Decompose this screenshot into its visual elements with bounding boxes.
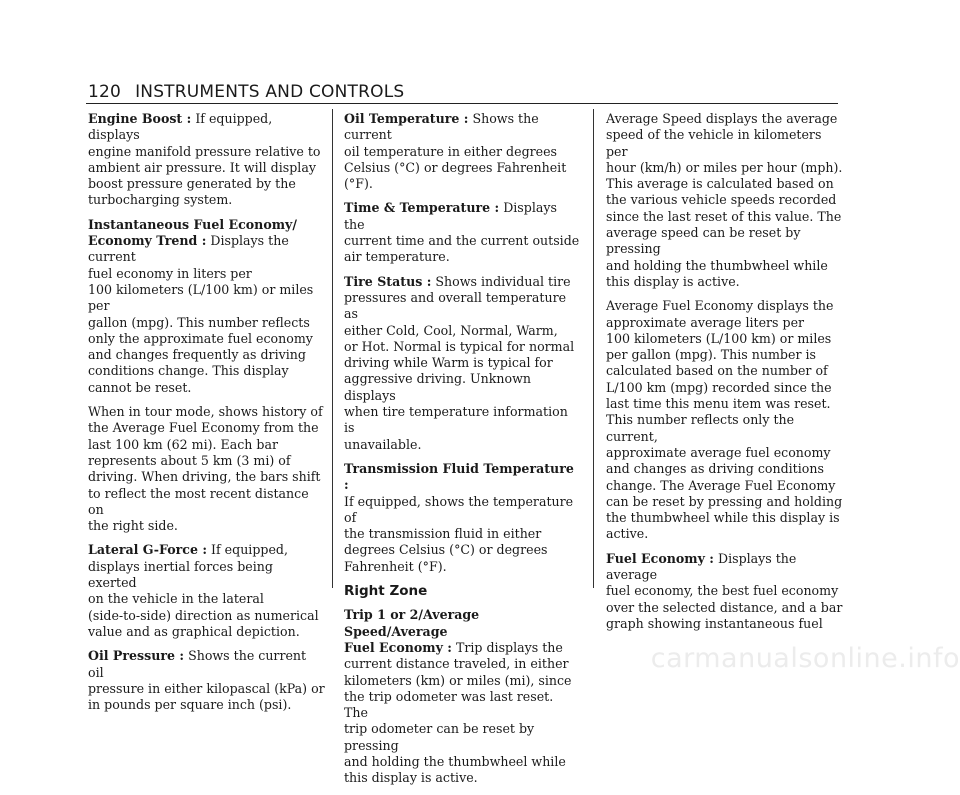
page-header bbox=[88, 82, 836, 102]
paragraph-line: displays inertial forces being exerted bbox=[88, 558, 273, 591]
paragraph-line: cannot be reset. bbox=[88, 379, 192, 395]
paragraph-line: the transmission fluid in either bbox=[344, 526, 542, 542]
paragraph-line: conditions change. This display bbox=[88, 363, 289, 379]
paragraph-line: If equipped, shows the temperature of bbox=[344, 493, 574, 525]
paragraph-line: over the selected distance, and a bar bbox=[606, 599, 843, 615]
paragraph-line: the trip odometer was last reset. The bbox=[344, 688, 554, 721]
paragraph-line: Shows the current bbox=[344, 111, 539, 143]
paragraph-line: engine manifold pressure relative to bbox=[88, 143, 321, 159]
paragraph-line: or Hot. Normal is typical for normal bbox=[344, 338, 575, 354]
paragraph bbox=[344, 200, 581, 265]
paragraph-line: 100 kilometers (L/100 km) or miles per bbox=[88, 281, 314, 314]
paragraph bbox=[344, 111, 581, 192]
paragraph bbox=[606, 111, 843, 290]
paragraph bbox=[344, 607, 581, 786]
paragraph-line: speed of the vehicle in kilometers per bbox=[606, 127, 822, 159]
paragraph bbox=[88, 111, 325, 209]
zone-heading: Right Zone bbox=[344, 583, 428, 600]
paragraph-line: the Average Fuel Economy from the bbox=[88, 420, 319, 436]
paragraph-line: Displays the current bbox=[88, 233, 289, 265]
paragraph-line: (side-to-side) direction as numerical bbox=[88, 607, 319, 623]
paragraph-line: turbocharging system. bbox=[88, 192, 233, 208]
paragraph-line: Shows individual tire bbox=[435, 273, 571, 289]
paragraph-line: and holding the thumbwheel while bbox=[344, 753, 566, 769]
term-label: Instantaneous Fuel Economy/ bbox=[88, 216, 297, 232]
paragraph-line: and changes as driving conditions bbox=[606, 461, 824, 477]
term-label: Fuel Economy : bbox=[344, 639, 452, 655]
paragraph-line: degrees Celsius (°C) or degrees bbox=[344, 542, 548, 558]
paragraph-line: pressures and overall temperature as bbox=[344, 289, 567, 322]
term-label: Trip 1 or 2/Average Speed/Average bbox=[344, 607, 480, 639]
paragraph-line: last time this menu item was reset. bbox=[606, 396, 831, 412]
paragraph-line: current time and the current outside bbox=[344, 233, 580, 249]
term-label: Engine Boost : bbox=[88, 111, 192, 126]
paragraph-line: either Cold, Cool, Normal, Warm, bbox=[344, 322, 558, 338]
paragraph-line: If equipped, displays bbox=[88, 111, 273, 143]
paragraph-line: and holding the thumbwheel while bbox=[606, 257, 828, 273]
paragraph-line: air temperature. bbox=[344, 249, 450, 265]
paragraph bbox=[606, 298, 843, 542]
paragraph-line: driving while Warm is typical for bbox=[344, 355, 553, 371]
paragraph-line: in pounds per square inch (psi). bbox=[88, 697, 292, 713]
paragraph-line: fuel economy in liters per bbox=[88, 265, 252, 281]
column-divider-1 bbox=[332, 109, 333, 588]
paragraph-line: Trip displays the bbox=[455, 639, 563, 655]
paragraph-line: approximate average liters per bbox=[606, 314, 805, 330]
column-divider-2 bbox=[593, 109, 594, 588]
paragraph-line: calculated based on the number of bbox=[606, 363, 828, 379]
paragraph-line: hour (km/h) or miles per hour (mph). bbox=[606, 159, 843, 175]
paragraph-line: this display is active. bbox=[344, 770, 478, 786]
paragraph-line: Displays the bbox=[344, 200, 557, 232]
paragraph-line: driving. When driving, the bars shift bbox=[88, 469, 321, 485]
column-1 bbox=[88, 111, 325, 721]
term-label: Transmission Fluid Temperature : bbox=[344, 460, 574, 493]
paragraph-line: 100 kilometers (L/100 km) or miles bbox=[606, 330, 832, 346]
paragraph-line: graph showing instantaneous fuel bbox=[606, 615, 823, 631]
paragraph-line: and changes frequently as driving bbox=[88, 347, 306, 363]
paragraph-line: boost pressure generated by the bbox=[88, 176, 296, 192]
section-title: INSTRUMENTS AND CONTROLS bbox=[135, 82, 405, 102]
paragraph-line: approximate average fuel economy bbox=[606, 444, 831, 460]
paragraph-line: average speed can be reset by pressing bbox=[606, 225, 801, 257]
paragraph-line: aggressive driving. Unknown displays bbox=[344, 371, 531, 403]
term-label: Oil Temperature : bbox=[344, 111, 469, 126]
paragraph-line: active. bbox=[606, 526, 649, 542]
paragraph bbox=[606, 551, 843, 632]
paragraph-line: change. The Average Fuel Economy bbox=[606, 477, 836, 493]
paragraph-line: fuel economy, the best fuel economy bbox=[606, 583, 839, 599]
paragraph-line: this display is active. bbox=[606, 273, 740, 289]
paragraph-line: pressure in either kilopascal (kPa) or bbox=[88, 680, 325, 696]
column-3 bbox=[606, 111, 843, 640]
paragraph-line: kilometers (km) or miles (mi), since bbox=[344, 672, 572, 688]
paragraph-line: on the vehicle in the lateral bbox=[88, 591, 264, 607]
paragraph-line: to reflect the most recent distance on bbox=[88, 485, 309, 517]
paragraph-line: since the last reset of this value. The bbox=[606, 208, 842, 224]
term-label: Fuel Economy : bbox=[606, 550, 714, 566]
paragraph-line: When in tour mode, shows history of bbox=[88, 404, 323, 420]
paragraph-line: Fahrenheit (°F). bbox=[344, 558, 447, 574]
paragraph-line: only the approximate fuel economy bbox=[88, 330, 313, 346]
paragraph-line: the right side. bbox=[88, 518, 178, 534]
term-label: Economy Trend : bbox=[88, 233, 207, 249]
paragraph bbox=[344, 461, 581, 575]
paragraph-line: ambient air pressure. It will display bbox=[88, 159, 316, 175]
paragraph-line: unavailable. bbox=[344, 436, 422, 452]
paragraph bbox=[88, 217, 325, 396]
term-label: Tire Status : bbox=[344, 273, 432, 289]
paragraph-line: the various vehicle speeds recorded bbox=[606, 192, 837, 208]
watermark: carmanualsonline.info bbox=[650, 643, 960, 674]
term-label: Time & Temperature : bbox=[344, 200, 500, 216]
paragraph-line: Average Speed displays the average bbox=[606, 111, 838, 126]
paragraph-line: can be reset by pressing and holding bbox=[606, 493, 843, 509]
paragraph-line: gallon (mpg). This number reflects bbox=[88, 314, 310, 330]
header-rule bbox=[86, 103, 838, 104]
paragraph-line: Average Fuel Economy displays the bbox=[606, 298, 834, 314]
paragraph bbox=[344, 274, 581, 453]
paragraph-line: Displays the average bbox=[606, 550, 797, 583]
paragraph-line: when tire temperature information is bbox=[344, 404, 568, 436]
paragraph-line: oil temperature in either degrees bbox=[344, 143, 558, 159]
paragraph-line: This number reflects only the current, bbox=[606, 412, 795, 444]
paragraph bbox=[88, 542, 325, 640]
paragraph-line: L/100 km (mpg) recorded since the bbox=[606, 379, 832, 395]
paragraph-line: value and as graphical depiction. bbox=[88, 623, 300, 639]
paragraph-line: If equipped, bbox=[211, 542, 288, 558]
paragraph-line: the thumbwheel while this display is bbox=[606, 510, 840, 526]
paragraph-line: Celsius (°C) or degrees Fahrenheit (°F). bbox=[344, 159, 567, 192]
term-label: Oil Pressure : bbox=[88, 648, 185, 664]
paragraph-line: represents about 5 km (3 mi) of bbox=[88, 452, 291, 468]
paragraph-line: Shows the current oil bbox=[88, 648, 307, 680]
paragraph-line: This average is calculated based on bbox=[606, 176, 834, 192]
paragraph-line: current distance traveled, in either bbox=[344, 656, 569, 672]
paragraph-line: per gallon (mpg). This number is bbox=[606, 347, 816, 363]
paragraph-line: trip odometer can be reset by pressing bbox=[344, 721, 535, 753]
term-label: Lateral G-Force : bbox=[88, 542, 208, 558]
column-2 bbox=[344, 111, 581, 795]
paragraph-line: last 100 km (62 mi). Each bar bbox=[88, 436, 278, 452]
page-number: 120 bbox=[88, 82, 122, 102]
paragraph bbox=[88, 404, 325, 534]
